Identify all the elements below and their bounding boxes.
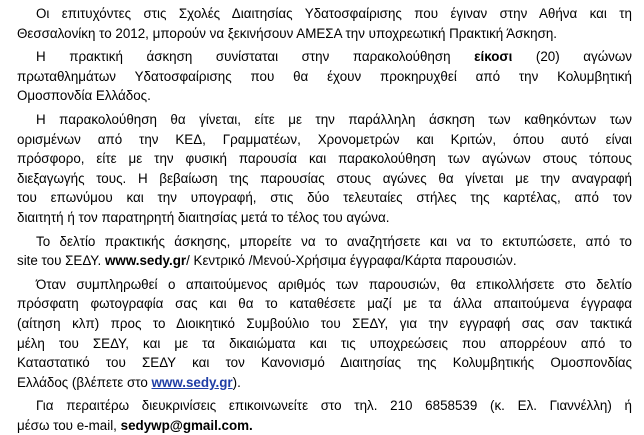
paragraph-practice-requirement (17, 47, 632, 106)
contact-email-text: sedywp@gmail.com. (120, 417, 253, 433)
text-line: διαιτητή ή τον παρατηρητή διαιτησίας μετά το τέλος του αγώνα. (17, 209, 390, 225)
paragraph-attendance (17, 110, 632, 228)
text-span: μέσω του e-mail, (17, 417, 117, 433)
text-line: Για περαιτέρω διευκρινίσεις επικοινωνείτε στο τηλ. 210 6858539 (κ. Ελ. Γιαννέλλη) ή (36, 398, 632, 414)
paragraph-schools-start (17, 4, 632, 43)
text-line: (αίτηση κλπ) προς το Διοικητικό Συμβούλιο του ΣΕΔΥ, για την εγγραφή σας σαν τακτικά (17, 315, 632, 331)
text-span: / Κεντρικό /Μενού-Χρήσιμα έγγραφα/Κάρτα παρουσιών. (186, 253, 517, 269)
text-line (17, 373, 632, 393)
text-line: διεξαγωγής τους. Η βεβαίωση της παρουσίας στους αγώνες θα γίνεται με την αναγραφή (17, 170, 632, 186)
text-line (17, 251, 632, 271)
text-line: πρωταθλημάτων Υδατοσφαίρισης που θα έχουν προκηρυχθεί από την Κολυμβητική (17, 68, 632, 84)
text-span: site του ΣΕΔΥ. (17, 253, 102, 269)
emphasis-twenty: είκοσι (474, 49, 513, 65)
text-line: πρόσφορο, είτε με την φυσική παρουσία και παρακολούθηση των αγώνων στους τόπους (17, 151, 632, 167)
paragraph-practice-form (17, 232, 632, 271)
text-line: Όταν συμπληρωθεί ο απαιτούμενος αριθμός των παρουσιών, θα επικολλήσετε στο δελτίο (36, 276, 632, 292)
text-line: του επωνύμου και την υπογραφή, στις δύο τελευταίες στήλες της καρτέλας, από τον (17, 190, 632, 206)
site-url-text: www.sedy.gr (104, 253, 187, 269)
paragraph-contact (17, 396, 632, 435)
text-line: Θεσσαλονίκη το 2012, μπορούν να ξεκινήσουν ΑΜΕΣΑ την υποχρεωτική Πρακτική Άσκηση. (17, 25, 558, 41)
text-line: μέλη του ΣΕΔΥ, και με τα δικαιώματα και τις υποχρεώσεις που απορρέουν από το (17, 335, 632, 351)
text-span: Ελλάδος (βλέπετε στο (17, 374, 148, 390)
text-line: Οι επιτυχόντες στις Σχολές Διαιτησίας Υδατοσφαίρισης που έγιναν στην Αθήνα και τη (36, 6, 632, 21)
text-line: Το δελτίο πρακτικής άσκησης, μπορείτε να το αναζητήσετε και να το εκτυπώσετε, από το (36, 233, 632, 249)
text-line: Καταστατικό του ΣΕΔΥ και τον Κανονισμό Διαιτησίας της Κολυμβητικής Ομοσπονδίας (17, 355, 632, 371)
sedy-website-link[interactable]: www.sedy.gr (151, 374, 233, 390)
paragraph-registration (17, 275, 632, 393)
text-line (17, 47, 632, 67)
text-span: (20) αγώνων (535, 49, 632, 65)
text-line: ορισμένων από την ΚΕΔ, Γραμματέων, Χρονομετρών και Κριτών, όπου αυτό είναι (17, 131, 632, 147)
text-line: Ομοσπονδία Ελλάδος. (17, 88, 151, 104)
text-line (17, 416, 632, 435)
text-span: Η πρακτική άσκηση συνίσταται στην παρακολούθηση (36, 49, 451, 65)
text-line: πρόσφατη φωτογραφία σας και θα το καταθέσετε μαζί με τα άλλα απαιτούμενα έγγραφα (17, 296, 632, 312)
text-line: Η παρακολούθηση θα γίνεται, είτε με την παράλληλη άσκηση των καθηκόντων των (36, 111, 632, 127)
text-span: ). (232, 374, 241, 390)
